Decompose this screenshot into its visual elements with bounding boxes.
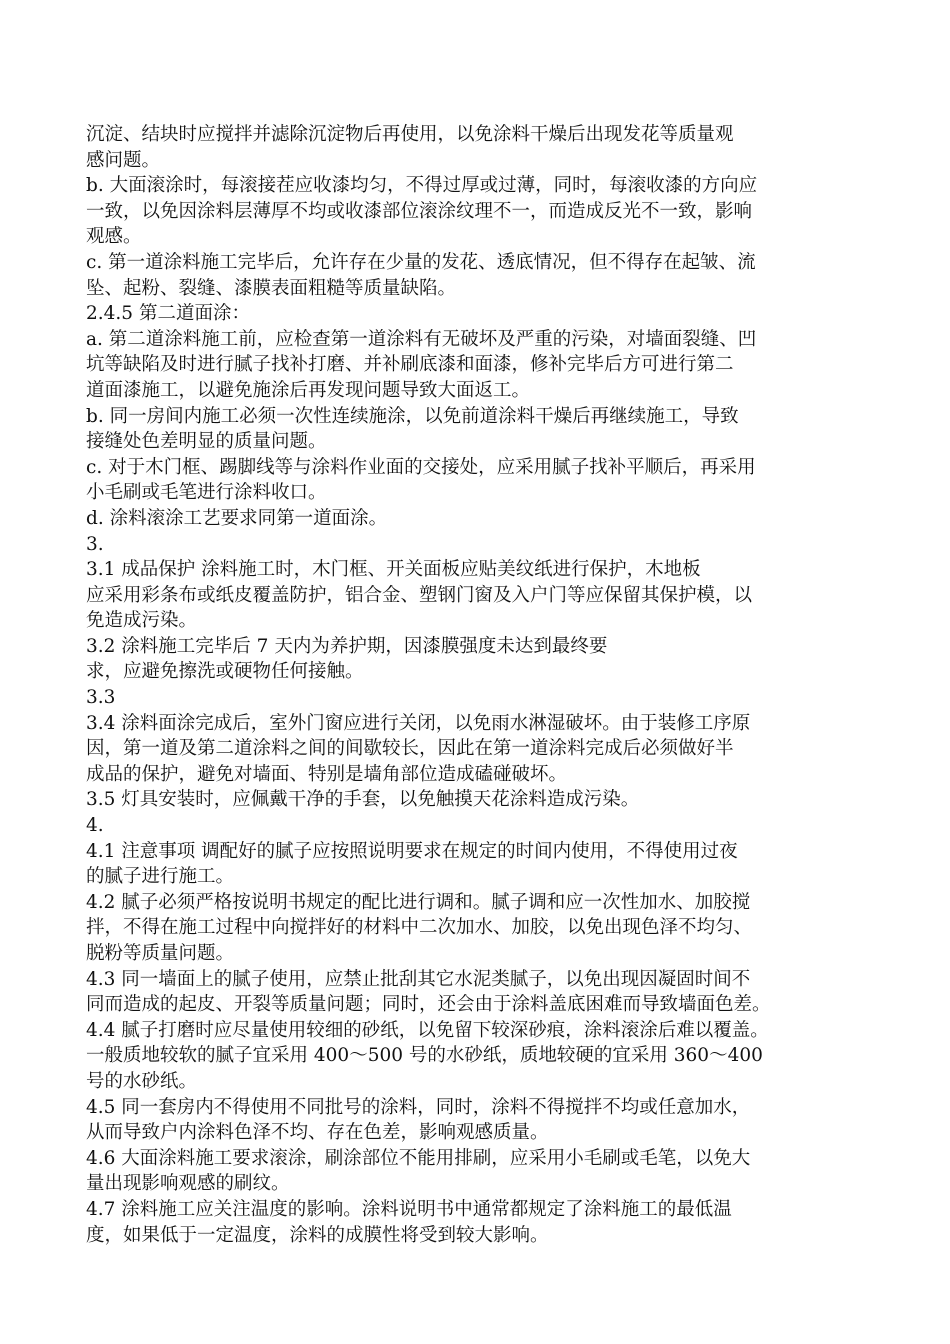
text-line: 坑等缺陷及时进行腻子找补打磨、并补刷底漆和面漆，修补完毕后方可进行第二 <box>86 354 734 376</box>
document-body <box>86 122 876 1248</box>
text-line: d. 涂料滚涂工艺要求同第一道面涂。 <box>86 507 388 529</box>
text-line: 小毛刷或毛笔进行涂料收口。 <box>86 482 327 504</box>
text-line: 一致，以免因涂料层薄厚不均或收漆部位滚涂纹理不一，而造成反光不一致，影响 <box>86 200 753 222</box>
text-line: 坠、起粉、裂缝、漆膜表面粗糙等质量缺陷。 <box>86 277 457 299</box>
section-number: 4. <box>86 815 104 837</box>
text-line: 接缝处色差明显的质量问题。 <box>86 431 327 453</box>
text-line: 观感。 <box>86 226 142 248</box>
text-line: b. 同一房间内施工必须一次性连续施涂，以免前道涂料干燥后再继续施工，导致 <box>86 405 739 427</box>
text-line: 求，应避免擦洗或硬物任何接触。 <box>86 661 364 683</box>
text-line: 成品的保护，避免对墙面、特别是墙角部位造成磕碰破坏。 <box>86 763 568 785</box>
text-line: c. 第一道涂料施工完毕后，允许存在少量的发花、透底情况，但不得存在起皱、流 <box>86 251 756 273</box>
text-line: 3.1 成品保护 涂料施工时，木门框、开关面板应贴美纹纸进行保护，木地板 <box>86 559 701 581</box>
text-line: 沉淀、结块时应搅拌并滤除沉淀物后再使用，以免涂料干燥后出现发花等质量观 <box>86 124 734 145</box>
text-line: 脱粉等质量问题。 <box>86 943 235 964</box>
text-line: 4.4 腻子打磨时应尽量使用较细的砂纸，以免留下较深砂痕，涂料滚涂后难以覆盖。 <box>86 1019 769 1041</box>
section-heading: 2.4.5 第二道面涂： <box>86 303 250 325</box>
text-line: 的腻子进行施工。 <box>86 866 235 888</box>
text-line: 度，如果低于一定温度，涂料的成膜性将受到较大影响。 <box>86 1224 549 1246</box>
text-line: 一般质地较软的腻子宜采用 400～500 号的水砂纸，质地较硬的宜采用 360～400 <box>86 1045 763 1067</box>
text-line: 因，第一道及第二道涂料之间的间歇较长，因此在第一道涂料完成后必须做好半 <box>86 738 734 760</box>
text-line: 同而造成的起皮、开裂等质量问题；同时，还会由于涂料盖底困难而导致墙面色差。 <box>86 994 771 1016</box>
text-line: 道面漆施工，以避免施涂后再发现问题导致大面返工。 <box>86 379 531 401</box>
text-line: 3.2 涂料施工完毕后 7 天内为养护期，因漆膜强度未达到最终要 <box>86 635 608 657</box>
text-line: 号的水砂纸。 <box>86 1070 198 1092</box>
text-line: b. 大面滚涂时，每滚接茬应收漆均匀，不得过厚或过薄，同时，每滚收漆的方向应 <box>86 175 758 197</box>
text-line: 3.4 涂料面涂完成后，室外门窗应进行关闭，以免雨水淋湿破坏。由于装修工序原 <box>86 712 751 734</box>
text-line: 拌，不得在施工过程中向搅拌好的材料中二次加水、加胶，以免出现色泽不均匀、 <box>86 917 753 939</box>
text-line: 4.7 涂料施工应关注温度的影响。涂料说明书中通常都规定了涂料施工的最低温 <box>86 1198 732 1220</box>
text-line: a. 第二道涂料施工前，应检查第一道涂料有无破坏及严重的污染，对墙面裂缝、凹 <box>86 328 757 350</box>
text-line: 应采用彩条布或纸皮覆盖防护，铝合金、塑钢门窗及入户门等应保留其保护模，以 <box>86 584 753 606</box>
text-line: 从而导致户内涂料色泽不均、存在色差，影响观感质量。 <box>86 1122 549 1144</box>
text-line: 4.2 腻子必须严格按说明书规定的配比进行调和。腻子调和应一次性加水、加胶搅 <box>86 891 751 913</box>
text-line: 量出现影响观感的刷纹。 <box>86 1173 290 1195</box>
section-number: 3.3 <box>86 687 116 709</box>
text-line: 4.1 注意事项 调配好的腻子应按照说明要求在规定的时间内使用，不得使用过夜 <box>86 840 738 862</box>
text-line: 4.5 同一套房内不得使用不同批号的涂料，同时，涂料不得搅拌不均或任意加水， <box>86 1096 751 1118</box>
text-line: 感问题。 <box>86 149 161 171</box>
text-line: 4.6 大面涂料施工要求滚涂，刷涂部位不能用排刷，应采用小毛刷或毛笔，以免大 <box>86 1147 751 1169</box>
text-line: 3.5 灯具安装时，应佩戴干净的手套，以免触摸天花涂料造成污染。 <box>86 789 640 811</box>
text-line: c. 对于木门框、踢脚线等与涂料作业面的交接处，应采用腻子找补平顺后，再采用 <box>86 456 756 478</box>
section-number: 3. <box>86 533 104 555</box>
text-line: 4.3 同一墙面上的腻子使用，应禁止批刮其它水泥类腻子，以免出现因凝固时间不 <box>86 968 751 990</box>
text-line: 免造成污染。 <box>86 610 198 632</box>
